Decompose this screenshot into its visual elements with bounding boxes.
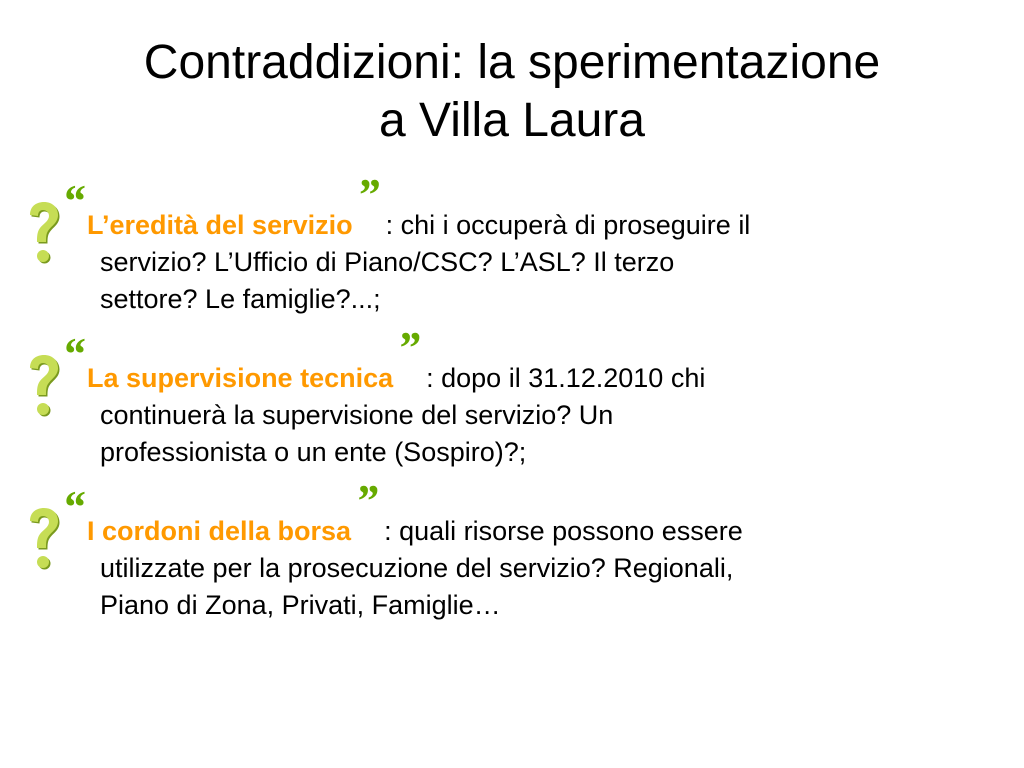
bullet-keyword: La supervisione tecnica — [87, 363, 394, 393]
bullet-line-1-text: : chi i occuperà di proseguire il — [385, 210, 751, 240]
bullet-line-2: continuerà la supervisione del servizio? Un — [100, 400, 614, 430]
bullet-line-3: Piano di Zona, Privati, Famiglie… — [100, 590, 501, 620]
bullet-text — [62, 169, 962, 318]
bullet-line-1 — [62, 475, 962, 550]
bullet-keyword: L’eredità del servizio — [87, 210, 353, 240]
bullet-text — [62, 322, 962, 471]
bullet-line-1-text: : dopo il 31.12.2010 chi — [426, 363, 706, 393]
close-quote: ” — [355, 475, 379, 526]
bullet-line-1 — [62, 322, 962, 397]
bullet-line-3: settore? Le famiglie?...; — [100, 284, 381, 314]
question-mark-icon — [24, 354, 60, 420]
bullet-line-2: servizio? L’Ufficio di Piano/CSC? L’ASL? Il terzo — [100, 247, 675, 277]
question-mark-icon — [24, 507, 60, 573]
title-line-1: Contraddizioni: la sperimentazione — [143, 36, 881, 89]
open-quote: “ — [62, 481, 85, 532]
bullet-line-3: professionista o un ente (Sospiro)?; — [100, 437, 527, 467]
bullet-line-1-text: : quali risorse possono essere — [384, 516, 743, 546]
title-line-2: a Villa Laura — [379, 94, 645, 147]
open-quote: “ — [62, 175, 85, 226]
open-quote: “ — [62, 328, 85, 379]
close-quote: ” — [397, 322, 421, 373]
bullet-line-1 — [62, 169, 962, 244]
bullet-keyword: I cordoni della borsa — [87, 516, 352, 546]
bullet-line-2: utilizzate per la prosecuzione del servizio? Regionali, — [100, 553, 734, 583]
question-mark-icon — [24, 201, 60, 267]
slide-title — [40, 34, 984, 150]
close-quote: ” — [356, 169, 380, 220]
bullet-text — [62, 475, 962, 624]
